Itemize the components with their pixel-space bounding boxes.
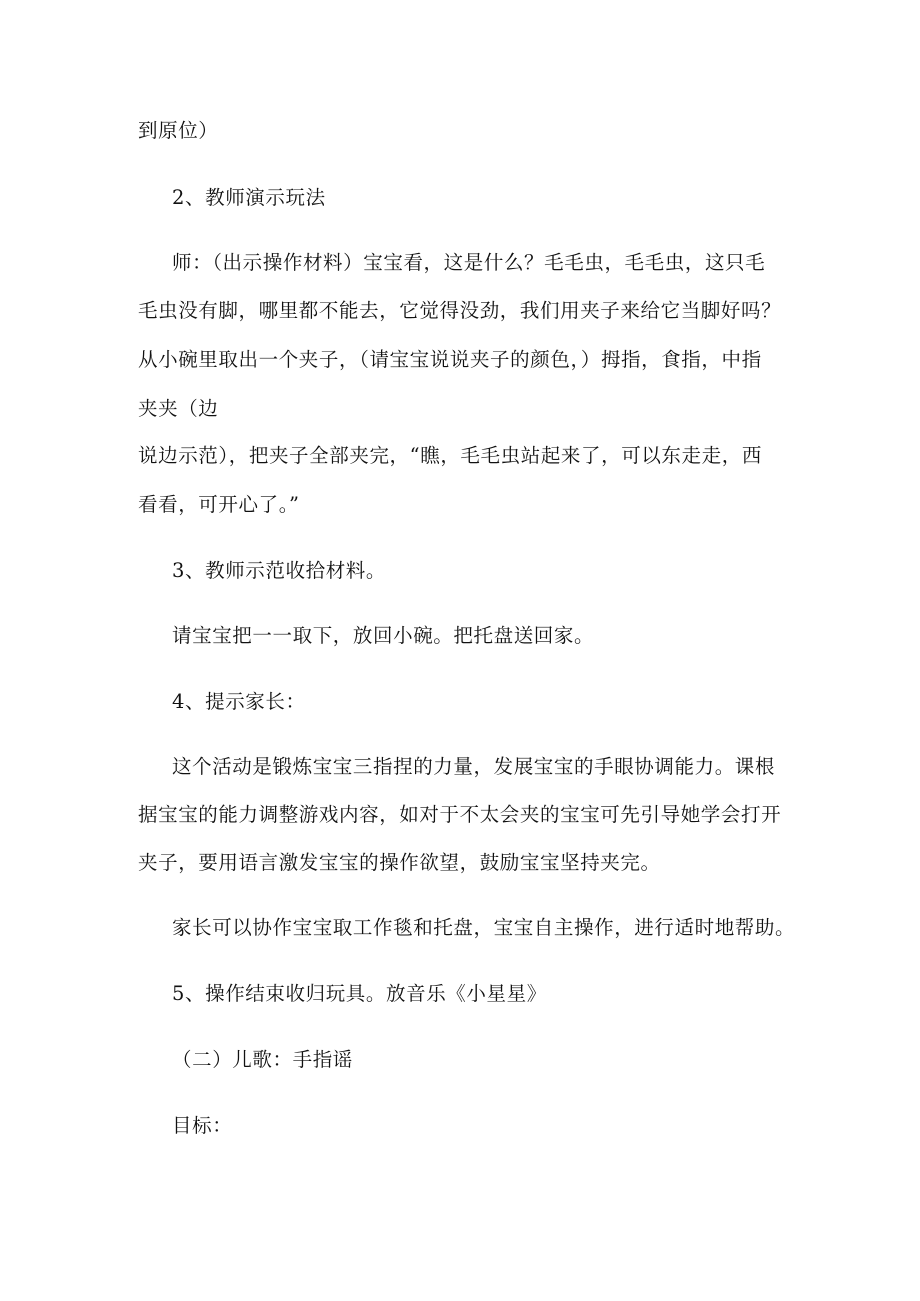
- text-line: 夹子，要用语言激发宝宝的操作欲望，鼓励宝宝坚持夹完。: [138, 851, 661, 874]
- text-line: 夹夹（边: [138, 397, 219, 420]
- section-heading: 3、教师示范收拾材料。: [172, 559, 387, 582]
- section-heading: 2、教师演示玩法: [172, 186, 326, 209]
- text-line: 说边示范），把夹子全部夹完，“瞧，毛毛虫站起来了，可以东走走，西: [138, 444, 762, 467]
- section-heading: 4、提示家长：: [172, 690, 306, 713]
- text-line: 这个活动是锻炼宝宝三指捏的力量，发展宝宝的手眼协调能力。课根: [172, 755, 776, 778]
- text-line: 请宝宝把一一取下，放回小碗。把托盘送回家。: [172, 624, 595, 647]
- text-line: 据宝宝的能力调整游戏内容，如对于不太会夹的宝宝可先引导她学会打开: [138, 803, 782, 826]
- text-line: 到原位）: [138, 119, 219, 142]
- text-line: 毛虫没有脚，哪里都不能去，它觉得没劲，我们用夹子来给它当脚好吗？: [138, 299, 782, 322]
- text-line: 从小碗里取出一个夹子，（请宝宝说说夹子的颜色，）拇指，食指，中指: [138, 348, 762, 371]
- section-heading: （二）儿歌：手指谣: [172, 1048, 353, 1071]
- text-line: 看看，可开心了。”: [138, 493, 300, 516]
- text-line: 家长可以协作宝宝取工作毯和托盘，宝宝自主操作，进行适时地帮助。: [172, 916, 796, 939]
- section-heading: 目标：: [172, 1114, 233, 1137]
- section-heading: 5、操作结束收归玩具。放音乐《小星星》: [172, 982, 547, 1005]
- text-line: 师：（出示操作材料）宝宝看，这是什么？毛毛虫，毛毛虫，这只毛: [172, 251, 766, 274]
